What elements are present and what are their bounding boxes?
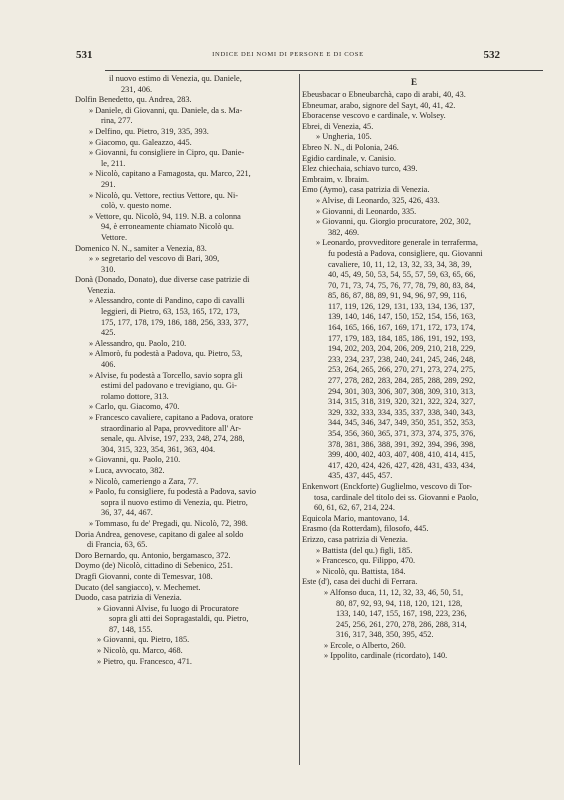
index-entry: » Ippolito, cardinale (ricordato), 140. (324, 651, 448, 661)
index-entry: Ebneumar, arabo, signore del Sayt, 40, 41, 42. (302, 100, 456, 110)
index-entry: Doria Andrea, genovese, capitano di galee al soldo di Francia, 63, 65. (75, 529, 244, 550)
index-entry: » Nicolò, qu. Vettore, rectius Vettore, qu. Ni- colò, v. questo nome. (89, 190, 239, 211)
index-entry: Embraim, v. Ibraim. (302, 174, 369, 184)
index-entry: Egidio cardinale, v. Canisio. (302, 153, 396, 163)
index-entry: » Nicolò, capitano a Famagosta, qu. Marco, 221, 291. (89, 169, 251, 189)
index-entry: » Nicolò, qu. Battista, 184. (316, 566, 406, 576)
index-entry: » Almorò, fu podestà a Padova, qu. Pietro, 53, 406. (89, 349, 243, 370)
index-entry: Ebrei, di Venezia, 45. (302, 121, 374, 131)
index-entry: » Paolo, fu consigliere, fu podestà a Padova, savio sopra il nuovo estimo di Venezia, qu. Pietro, 36, 37, 44, 467. (89, 487, 257, 518)
index-entry: » Nicolò, qu. Marco, 468. (97, 646, 183, 656)
index-entry: » Tommaso, fu de' Pregadi, qu. Nicolò, 72, 398. (89, 518, 248, 528)
index-entry: Doymo (de) Nicolò, cittadino di Sebenico, 251. (75, 561, 233, 571)
index-entry: Doro Bernardo, qu. Antonio, bergamasco, 372. (75, 550, 231, 560)
index-entry: » Vettore, qu. Nicolò, 94, 119. N.B. a colonna 94, è erroneamente chiamato Nicolò qu. Vettore. (89, 211, 241, 242)
index-entry: » Giovanni, di Leonardo, 335. (316, 206, 417, 216)
running-title: INDICE DEI NOMI DI PERSONE E DI COSE (212, 51, 364, 58)
index-entry: » Ungheria, 105. (316, 132, 372, 142)
index-entry: » Alessandro, conte di Pandino, capo di cavalli leggieri, di Pietro, 63, 153, 165, 172, 173, 175, 177, 178, 179, 186, 188, 256, 333, 377, 425. (89, 296, 249, 338)
index-entry: » Giovanni, qu. Giorgio procuratore, 202, 302, 382, 469. (316, 217, 471, 237)
index-entry: Dolfin Benedetto, qu. Andrea, 283. (75, 95, 192, 105)
section-letter-e: E (410, 77, 417, 87)
index-entry: » Ercole, o Alberto, 260. (324, 640, 406, 650)
page-number-right: 532 (483, 49, 500, 61)
index-entry: » Alessandro, qu. Paolo, 210. (89, 338, 187, 348)
index-entry: Duodo, casa patrizia di Venezia. (75, 593, 182, 603)
index-entry: Equicola Mario, mantovano, 14. (302, 513, 410, 523)
index-entry: Emo (Aymo), casa patrizia di Venezia. (302, 185, 430, 195)
index-entry: » Giovanni, fu consigliere in Cipro, qu. Danie- le, 211. (89, 148, 245, 168)
index-entry: » » segretario del vescovo di Bari, 309, 310. (89, 254, 220, 274)
index-entry: » Daniele, di Giovanni, qu. Daniele, da s. Ma- rina, 277. (89, 105, 243, 126)
index-entry: » Alvise, fu podestà a Torcello, savio sopra gli estimi del padovano e trevigiano, qu. Gi- rolamo dottore, 313. (89, 370, 243, 401)
index-entry: » Alvise, di Leonardo, 325, 426, 433. (316, 195, 440, 205)
header-rule (105, 70, 543, 71)
index-entry: » Carlo, qu. Giacomo, 470. (89, 402, 180, 412)
index-entry: » Luca, avvocato, 382. (89, 465, 165, 475)
index-entry: » Francesco, qu. Filippo, 470. (316, 556, 416, 566)
index-entry: » Pietro, qu. Francesco, 471. (97, 656, 192, 666)
index-entry: Donà (Donado, Donato), due diverse case patrizie di Venezia. (75, 275, 250, 295)
index-entry: Eboracense vescovo e cardinale, v. Wolsey. (302, 111, 446, 121)
page-header (76, 49, 500, 65)
index-entry: Erizzo, casa patrizia di Venezia. (302, 534, 408, 544)
index-entry: Este (d'), casa dei duchi di Ferrara. (302, 577, 418, 587)
index-entry: » Alfonso duca, 11, 12, 32, 33, 46, 50, 51, 80, 87, 92, 93, 94, 118, 120, 121, 128, 133, 140, 147, 155, 167, 198, 223, 236, 245, 256, 261, 270, 278, 286, 288, 314, 316, 317, 348, 350, 395, 452. (324, 587, 467, 640)
right-entries (302, 90, 526, 662)
index-entry: » Nicolò, cameriengo a Zara, 77. (89, 476, 199, 486)
index-entry: » Delfino, qu. Pietro, 319, 335, 393. (89, 126, 209, 136)
index-entry: » Francesco cavaliere, capitano a Padova, oratore straordinario al Papa, provveditore all' Ar- senale, qu. Alvise, 197, 233, 248, 274, 288, 304, 315, 323, 354, 361, 363, 404. (89, 413, 254, 454)
index-entry: » Giacomo, qu. Galeazzo, 445. (89, 137, 192, 147)
index-entry: Ebreo N. N., di Polonia, 246. (302, 142, 399, 152)
index-entry: Erasmo (da Rotterdam), filosofo, 445. (302, 524, 429, 534)
column-divider (299, 74, 300, 765)
page-number-left: 531 (76, 49, 93, 61)
index-entry: Enkenwort (Enckforte) Guglielmo, vescovo di Tor- tosa, cardinale del titolo dei ss. Giovanni e Paolo, 60, 61, 62, 67, 214, 224. (302, 481, 479, 513)
left-column (75, 74, 297, 667)
index-entry: il nuovo estimo di Venezia, qu. Daniele, 231, 406. (109, 74, 242, 94)
index-entry: » Leonardo, provveditore generale in terraferma, fu podestà a Padova, consigliere, qu. Giovanni cavaliere, 10, 11, 12, 13, 32, 33, 34, 38, 39, 40, 45, 49, 50, 53, 54, 55, 57, 59, 63, 65, 66, 70, 71, 73, 74, 75, 76, 77, 78, 79, 80, 83, 84, 85, 86, 87, 88, 89, 91, 94, 96, 97, 99, 116, 117, 119, 126, 129, 131, 133, 134, 136, 137, 139, 140, 146, 147, 150, 152, 154, 156, 163, 164, 165, 166, 167, 169, 171, 172, 173, 174, 177, 179, 183, 184, 185, 186, 191, 192, 193, 194, 202, 203, 204, 206, 209, 210, 218, 229, 233, 234, 237, 238, 240, 241, 245, 246, 248, 253, 264, 265, 266, 270, 271, 273, 274, 275, 277, 278, 282, 283, 284, 285, 288, 289, 292, 294, 301, 303, 306, 307, 308, 309, 310, 313, 314, 315, 318, 319, 320, 321, 322, 324, 327, 329, 332, 333, 334, 335, 337, 338, 340, 343, 344, 345, 346, 347, 349, 350, 351, 352, 353, 354, 356, 360, 365, 371, 373, 374, 375, 376, 378, 381, 386, 388, 391, 392, 394, 396, 398, 399, 400, 402, 403, 407, 408, 410, 414, 415, 417, 420, 424, 426, 427, 428, 431, 433, 434, 435, 437, 445, 457. (316, 238, 483, 481)
index-entry: Elez chiechaia, schiavo turco, 439. (302, 164, 418, 174)
index-entry: Ducato (del sangiacco), v. Mechemet. (75, 582, 201, 592)
index-entry: Domenico N. N., samiter a Venezia, 83. (75, 243, 207, 253)
index-entry: » Giovanni Alvise, fu luogo di Procuratore sopra gli atti dei Sopragastaldi, qu. Pietro, 87, 148, 155. (97, 603, 249, 634)
right-column (302, 74, 526, 662)
index-entry: Ebeusbacar o Ebneubarchà, capo di arabi, 40, 43. (302, 90, 466, 99)
index-entry: » Giovanni, qu. Paolo, 210. (89, 455, 181, 465)
index-entry: Dragfi Giovanni, conte di Temesvar, 108. (75, 571, 213, 581)
index-entry: » Battista (del qu.) figli, 185. (316, 545, 413, 555)
index-entry: » Giovanni, qu. Pietro, 185. (97, 635, 190, 645)
